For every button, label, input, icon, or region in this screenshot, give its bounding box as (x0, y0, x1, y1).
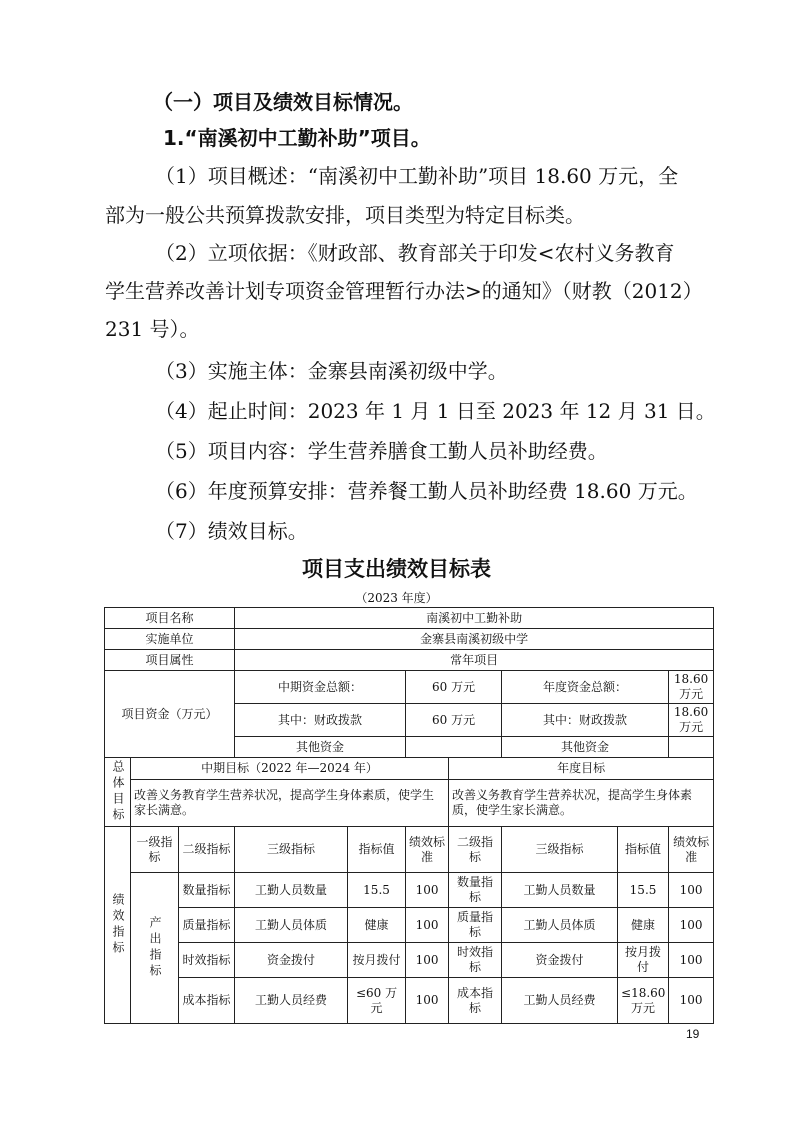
project-name-value: 南溪初中工勤补助 (235, 608, 714, 629)
content-line: （5）项目内容：学生营养膳食工勤人员补助经费。 (155, 439, 608, 463)
table-row (105, 908, 714, 943)
row-year-level2: 数量指标 (449, 873, 502, 908)
mid-total-label: 中期资金总额： (235, 671, 406, 704)
project-heading: 1.“南溪初中工勤补助”项目。 (163, 126, 431, 150)
overview-line-2: 部为一般公共预算拨款安排，项目类型为特定目标类。 (105, 203, 585, 227)
basis-line-2: 学生营养改善计划专项资金管理暂行办法>的通知》（财教（2012） (105, 279, 703, 303)
row-value: ≤60 万元 (348, 978, 406, 1024)
year-fiscal-label: 其中：财政拨款 (502, 704, 669, 737)
col-level1: 一级指标 (131, 827, 179, 873)
row-year-standard: 100 (669, 943, 714, 978)
row-year-level3: 工勤人员经费 (502, 978, 618, 1024)
table-row (105, 943, 714, 978)
row-year-value: 按月拨付 (618, 943, 669, 978)
mid-fiscal-value: 60 万元 (406, 704, 502, 737)
row-year-level3: 工勤人员数量 (502, 873, 618, 908)
row-year-standard: 100 (669, 873, 714, 908)
row-year-level2: 质量指标 (449, 908, 502, 943)
row-year-level3: 工勤人员体质 (502, 908, 618, 943)
performance-table (104, 607, 714, 1024)
row-level2: 成本指标 (179, 978, 235, 1024)
col-level2: 二级指标 (179, 827, 235, 873)
row-level2: 质量指标 (179, 908, 235, 943)
row-standard: 100 (406, 873, 449, 908)
row-standard: 100 (406, 908, 449, 943)
col-standard: 绩效标准 (406, 827, 449, 873)
col-year-level2: 二级指标 (449, 827, 502, 873)
year-goal-text: 改善义务教育学生营养状况，提高学生身体素质，使学生家长满意。 (449, 779, 714, 826)
unit-value: 金寨县南溪初级中学 (235, 629, 714, 650)
col-level3: 三级指标 (235, 827, 348, 873)
mid-other-value (406, 737, 502, 758)
overall-goal-label: 总体目标 (105, 758, 131, 827)
basis-line-3: 231 号）。 (105, 317, 200, 341)
section-heading: （一）项目及绩效目标情况。 (153, 90, 413, 114)
table-row (105, 873, 714, 908)
year-other-label: 其他资金 (502, 737, 669, 758)
row-level3: 资金拨付 (235, 943, 348, 978)
attr-label: 项目属性 (105, 650, 235, 671)
row-standard: 100 (406, 978, 449, 1024)
row-standard: 100 (406, 943, 449, 978)
row-value: 健康 (348, 908, 406, 943)
table-subtitle: （2023 年度） (355, 591, 438, 605)
year-fiscal-value: 18.60 万元 (669, 704, 714, 737)
goal-line: （7）绩效目标。 (155, 519, 308, 543)
period-line: （4）起止时间：2023 年 1 月 1 日至 2023 年 12 月 31 日。 (155, 399, 716, 423)
year-total-label: 年度资金总额： (502, 671, 669, 704)
budget-line: （6）年度预算安排：营养餐工勤人员补助经费 18.60 万元。 (155, 479, 698, 503)
row-level3: 工勤人员数量 (235, 873, 348, 908)
mid-total-value: 60 万元 (406, 671, 502, 704)
year-goal-label: 年度目标 (449, 758, 714, 780)
implementer-line: （3）实施主体：金寨县南溪初级中学。 (155, 359, 508, 383)
col-year-standard: 绩效标准 (669, 827, 714, 873)
row-level2: 时效指标 (179, 943, 235, 978)
row-year-value: 健康 (618, 908, 669, 943)
page-number: 19 (686, 1027, 700, 1041)
col-value: 指标值 (348, 827, 406, 873)
row-level3: 工勤人员体质 (235, 908, 348, 943)
project-name-label: 项目名称 (105, 608, 235, 629)
col-year-value: 指标值 (618, 827, 669, 873)
row-year-standard: 100 (669, 908, 714, 943)
row-level2: 数量指标 (179, 873, 235, 908)
overview-line-1: （1）项目概述：“南溪初中工勤补助”项目 18.60 万元，全 (155, 164, 679, 188)
row-year-value: ≤18.60 万元 (618, 978, 669, 1024)
row-year-level3: 资金拨付 (502, 943, 618, 978)
table-title: 项目支出绩效目标表 (302, 557, 491, 581)
perf-indicator-label: 绩效指标 (105, 827, 131, 1024)
output-indicator-label: 产出指标 (131, 873, 179, 1024)
row-year-level2: 时效指标 (449, 943, 502, 978)
funds-label: 项目资金（万元） (105, 671, 235, 758)
year-total-value: 18.60 万元 (669, 671, 714, 704)
mid-goal-text: 改善义务教育学生营养状况，提高学生身体素质，使学生家长满意。 (131, 779, 449, 826)
row-year-value: 15.5 (618, 873, 669, 908)
mid-other-label: 其他资金 (235, 737, 406, 758)
row-level3: 工勤人员经费 (235, 978, 348, 1024)
unit-label: 实施单位 (105, 629, 235, 650)
table-row (105, 978, 714, 1024)
col-year-level3: 三级指标 (502, 827, 618, 873)
row-value: 15.5 (348, 873, 406, 908)
row-year-standard: 100 (669, 978, 714, 1024)
basis-line-1: （2）立项依据：《财政部、教育部关于印发<农村义务教育 (155, 241, 675, 265)
year-other-value (669, 737, 714, 758)
row-value: 按月拨付 (348, 943, 406, 978)
attr-value: 常年项目 (235, 650, 714, 671)
mid-fiscal-label: 其中：财政拨款 (235, 704, 406, 737)
row-year-level2: 成本指标 (449, 978, 502, 1024)
mid-goal-label: 中期目标（2022 年—2024 年） (131, 758, 449, 780)
